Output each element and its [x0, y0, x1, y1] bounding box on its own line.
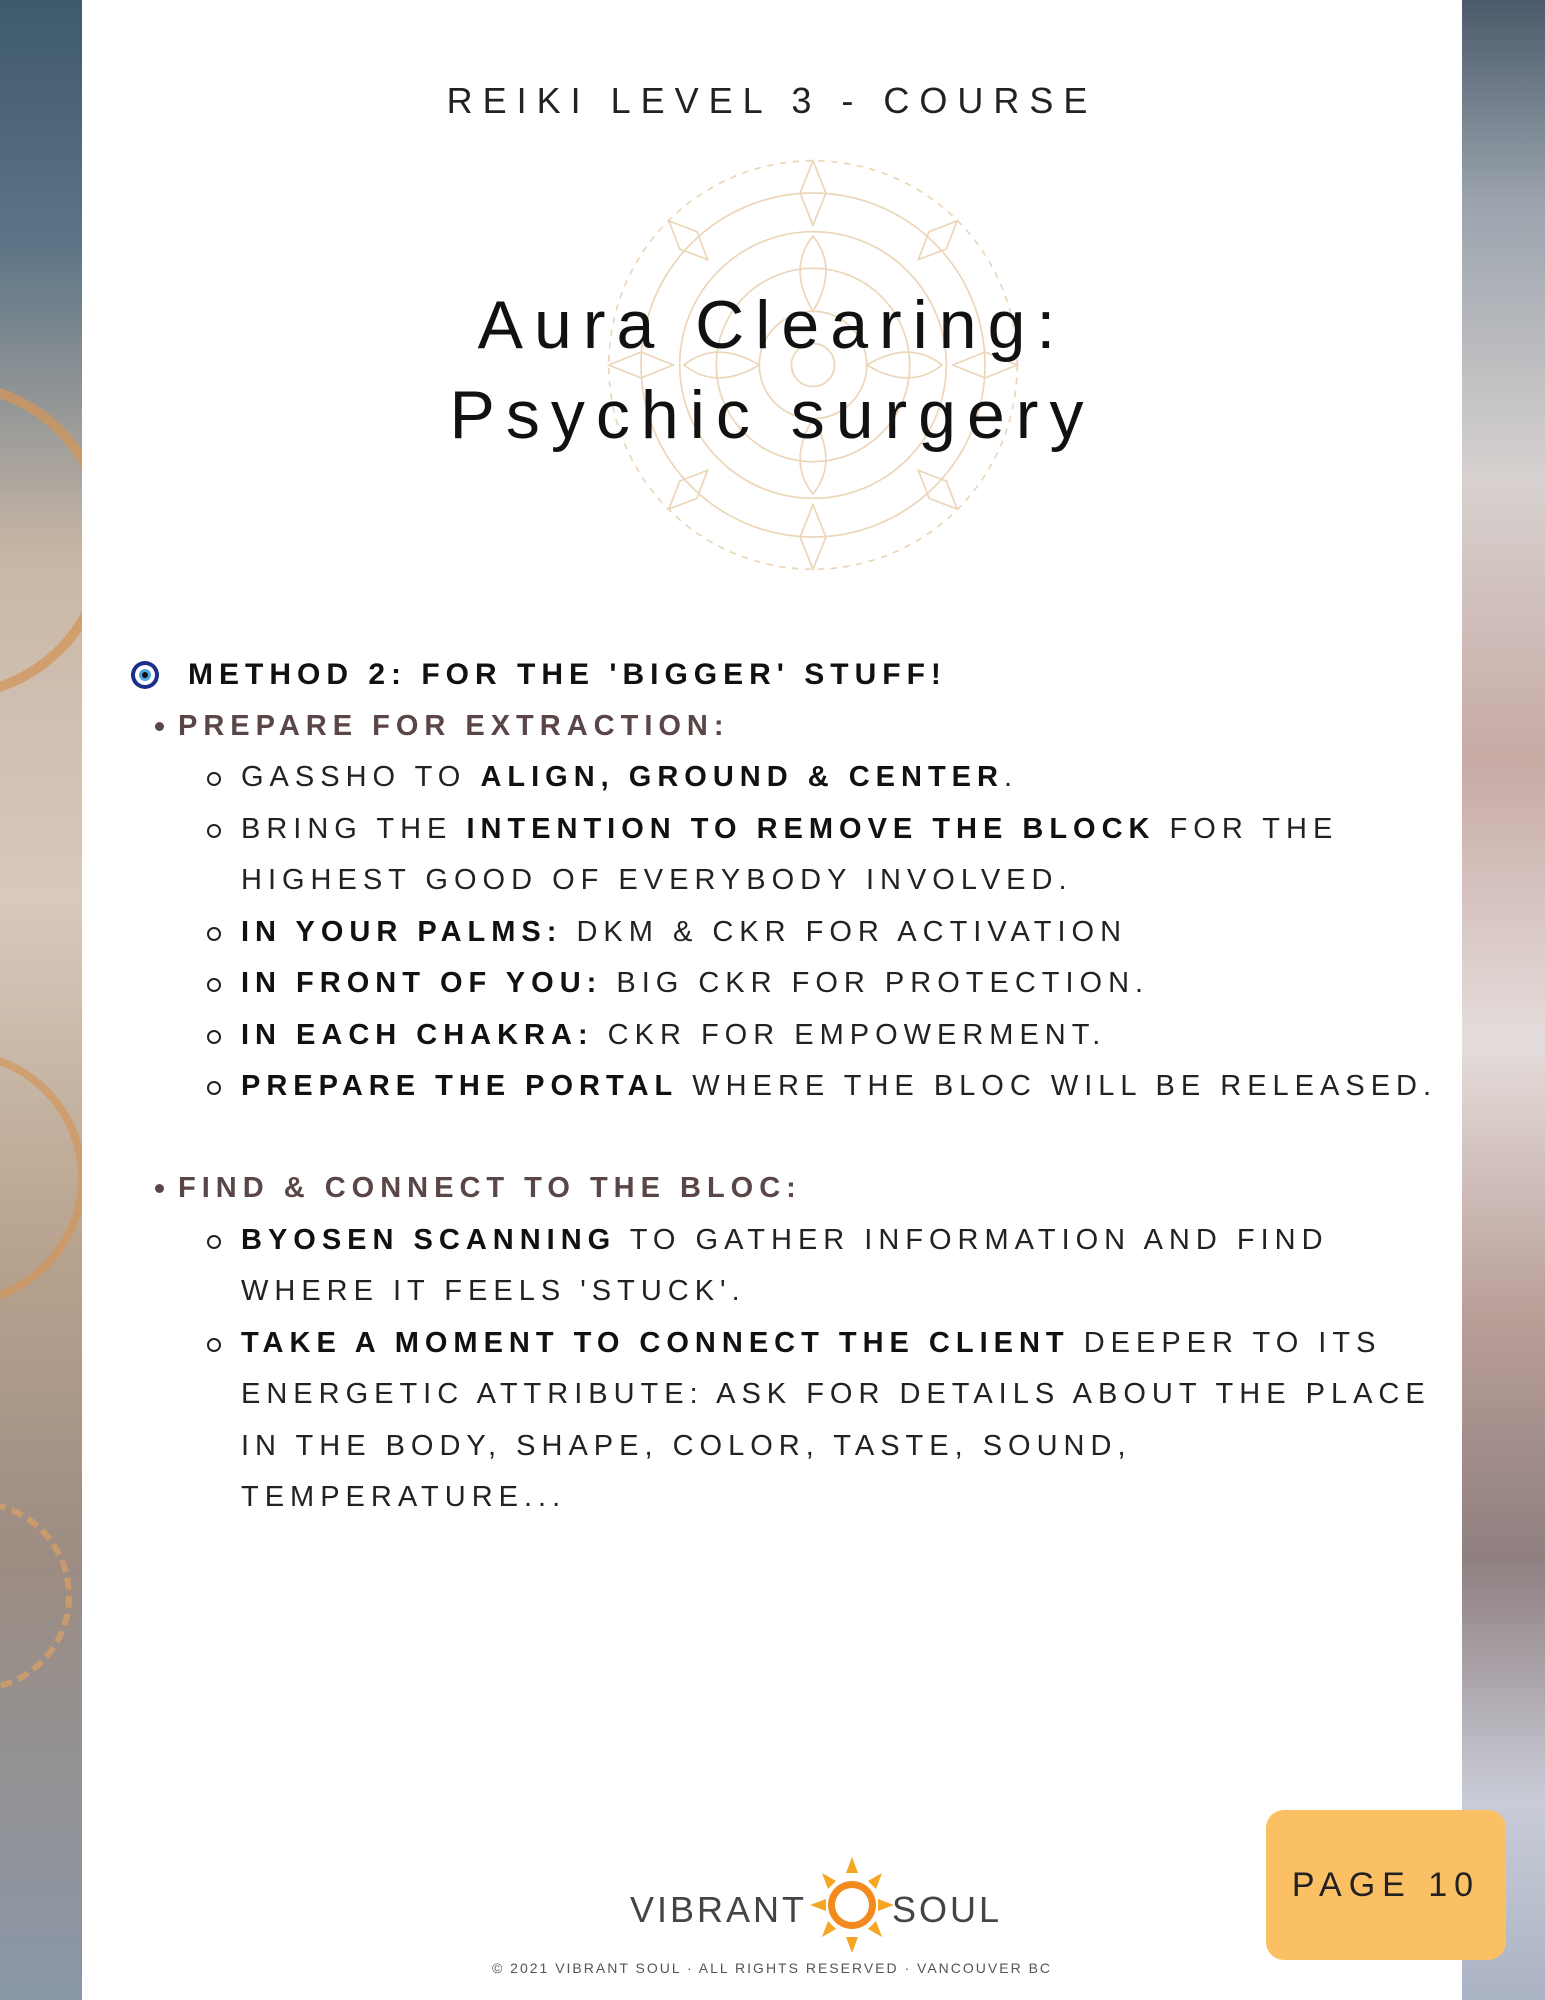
left-photo-strip	[0, 0, 82, 2000]
page-number: PAGE 10	[1291, 1865, 1481, 1904]
bullet-ring	[207, 1030, 221, 1044]
section-find-connect	[155, 1163, 1440, 1524]
bullet-ring	[207, 927, 221, 941]
title-line-1: Aura Clearing:	[477, 287, 1067, 363]
list-item: IN FRONT OF YOU: BIG CKR FOR PROTECTION.	[207, 958, 1440, 1010]
list-item: TAKE A MOMENT TO CONNECT THE CLIENT DEEPER TO ITS ENERGETIC ATTRIBUTE: ASK FOR DETAILS ABOUT THE PLACE IN THE BODY, SHAPE, COLOR, TASTE, SOUND, TEMPERATURE...	[207, 1318, 1440, 1524]
left-mandala-decoration	[0, 380, 82, 700]
bullet-ring	[207, 824, 221, 838]
bullet-ring	[207, 1081, 221, 1095]
page-title	[82, 280, 1462, 460]
method-title: METHOD 2: FOR THE 'BIGGER' STUFF!	[188, 658, 947, 691]
bullet-dot	[155, 1184, 164, 1193]
bullet-ring	[207, 1235, 221, 1249]
list-item: GASSHO TO ALIGN, GROUND & CENTER.	[207, 752, 1440, 804]
list-item: IN EACH CHAKRA: CKR FOR EMPOWERMENT.	[207, 1010, 1440, 1062]
left-mandala-decoration-3	[0, 1500, 72, 1692]
bullet-ring	[207, 772, 221, 786]
list-item: PREPARE THE PORTAL WHERE THE BLOC WILL BE RELEASED.	[207, 1061, 1440, 1113]
course-header: REIKI LEVEL 3 - COURSE	[446, 80, 1098, 121]
section-title: PREPARE FOR EXTRACTION:	[178, 709, 730, 742]
logo-text-right: SOUL	[892, 1889, 1003, 1930]
method-heading	[130, 650, 1440, 700]
bullet-ring	[207, 978, 221, 992]
list-item: BYOSEN SCANNING TO GATHER INFORMATION AND FIND WHERE IT FEELS 'STUCK'.	[207, 1215, 1440, 1318]
sun-icon	[808, 1855, 896, 1955]
title-line-2: Psychic surgery	[449, 377, 1095, 453]
logo-text-left: VIBRANT	[630, 1889, 808, 1930]
section-prepare	[155, 700, 1440, 1113]
evil-eye-icon	[130, 660, 160, 690]
content-body	[130, 650, 1440, 1524]
section-title: FIND & CONNECT TO THE BLOC:	[178, 1172, 802, 1204]
left-mandala-decoration-2	[0, 1050, 82, 1306]
vibrant-soul-logo	[630, 1855, 1010, 1955]
list-item: BRING THE INTENTION TO REMOVE THE BLOCK FOR THE HIGHEST GOOD OF EVERYBODY INVOLVED.	[207, 804, 1440, 907]
right-photo-strip	[1462, 0, 1545, 2000]
bullet-ring	[207, 1338, 221, 1352]
page-number-badge	[1266, 1810, 1506, 1960]
bullet-dot	[155, 722, 164, 731]
footer-copyright: © 2021 VIBRANT SOUL · ALL RIGHTS RESERVED · VANCOUVER BC	[491, 1960, 1053, 1976]
list-item: IN YOUR PALMS: DKM & CKR FOR ACTIVATION	[207, 907, 1440, 959]
